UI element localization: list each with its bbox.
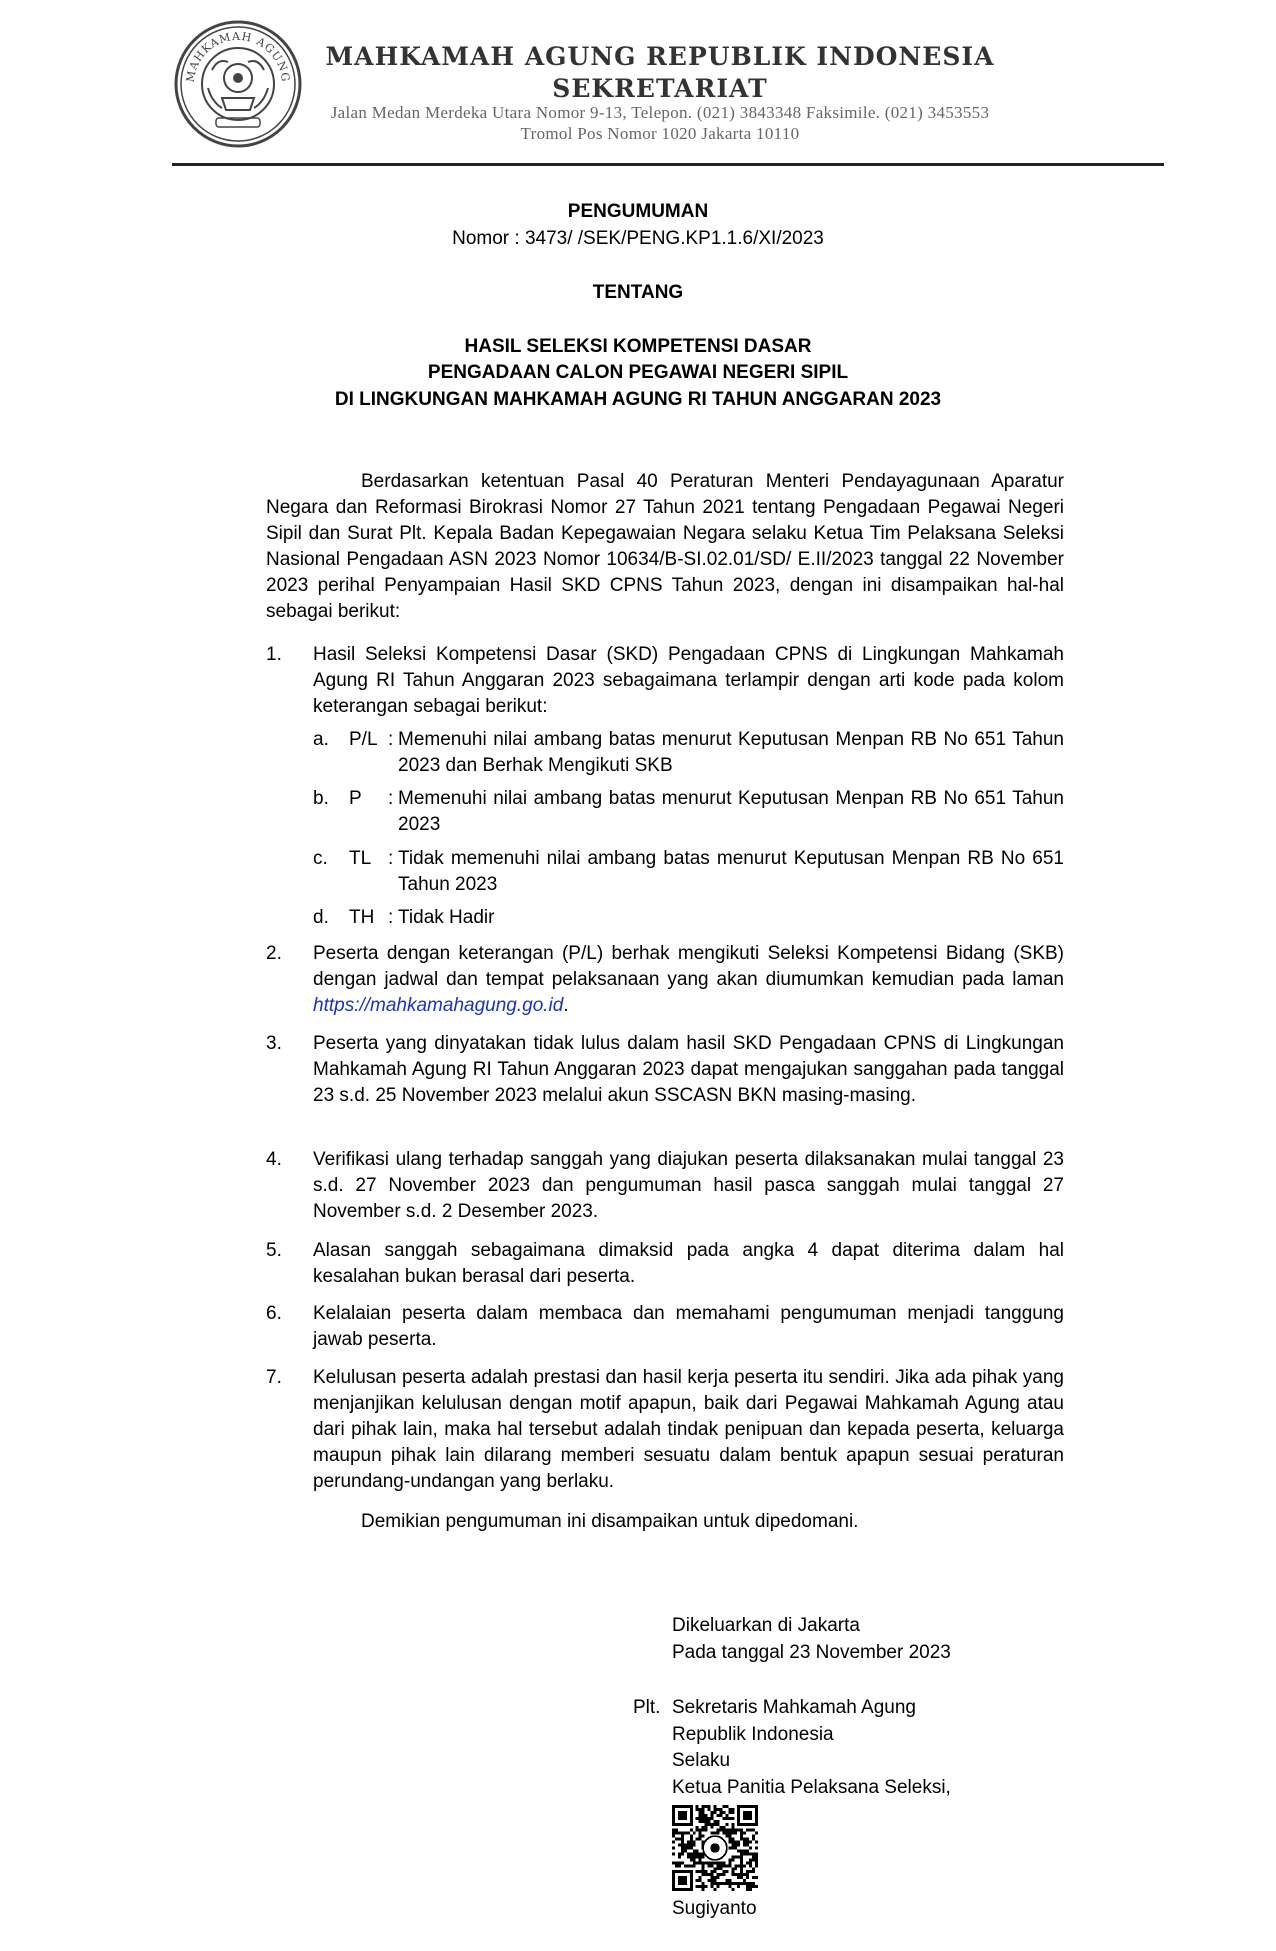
item-1-text: Hasil Seleksi Kompetensi Dasar (SKD) Pengadaan CPNS di Lingkungan Mahkamah Agung RI Tahun Anggaran 2023 sebagaimana terlampir dengan arti kode pada kolom keterangan sebagai berikut: xyxy=(313,644,1064,717)
letterhead-address-line2: Tromol Pos Nomor 1020 Jakarta 10110 xyxy=(520,124,800,143)
code-b-description: Memenuhi nilai ambang batas menurut Keputusan Menpan RB No 651 Tahun 2023 xyxy=(398,788,1064,835)
code-c-letter: c. xyxy=(313,848,328,869)
announcement-number: Nomor : 3473/ /SEK/PENG.KP1.1.6/XI/2023 xyxy=(452,228,824,249)
item-4-text: Verifikasi ulang terhadap sanggah yang diajukan peserta dilaksanakan mulai tanggal 23 s.d. 27 November 2023 dan pengumuman hasil pasca sanggah mulai tanggal 27 November s.d. 2 Desember 2023. xyxy=(313,1149,1064,1222)
item-7-text: Kelulusan peserta adalah prestasi dan hasil kerja peserta itu sendiri. Jika ada pihak yang menjanjikan kelulusan dengan motif apapun, baik dari Pegawai Mahkamah Agung atau dari pihak lain, maka hal tersebut adalah tindak penipuan dan kepada peserta, keluarga maupun pihak lain dilarang memberi sesuatu dalam bentuk apapun sesuai peraturan perundang-undangan yang berlaku. xyxy=(313,1367,1064,1492)
item-1-number: 1. xyxy=(266,644,282,665)
qr-code-signature xyxy=(672,1805,758,1891)
intro-paragraph: Berdasarkan ketentuan Pasal 40 Peraturan Menteri Pendayagunaan Aparatur Negara dan Reformasi Birokrasi Nomor 27 Tahun 2021 tentang Pengadaan Pegawai Negeri Sipil dan Surat Plt. Kepala Badan Kepegawaian Negara selaku Ketua Tim Pelaksana Seleksi Nasional Pengadaan ASN 2023 Nomor 10634/B-SI.02.01/SD/ E.II/2023 tanggal 22 November 2023 perihal Penyampaian Hasil SKD CPNS Tahun 2023, dengan ini disampaikan hal-hal sebagai berikut: xyxy=(266,471,1064,622)
item-2-text-before: Peserta dengan keterangan (P/L) berhak mengikuti Seleksi Kompetensi Bidang (SKB) dengan jadwal dan tempat pelaksanaan yang akan diumumkan kemudian pada laman xyxy=(313,943,1064,990)
announcement-subject-line2: PENGADAAN CALON PEGAWAI NEGERI SIPIL xyxy=(427,362,849,383)
item-2-text-after: . xyxy=(563,995,569,1016)
announcement-about: TENTANG xyxy=(592,282,684,303)
item-2-text xyxy=(313,941,1064,1019)
code-b-separator: : xyxy=(388,788,394,809)
item-6-text: Kelalaian peserta dalam membaca dan memahami pengumuman menjadi tanggung jawab peserta. xyxy=(313,1303,1064,1350)
code-a-code: P/L xyxy=(349,729,378,750)
code-d-code: TH xyxy=(349,907,375,928)
letterhead-divider xyxy=(172,163,1164,166)
item-6-number: 6. xyxy=(266,1303,282,1324)
item-2-number: 2. xyxy=(266,943,282,964)
code-a-letter: a. xyxy=(313,729,329,750)
code-c-separator: : xyxy=(388,848,394,869)
signatory-role-line4: Ketua Panitia Pelaksana Seleksi, xyxy=(672,1777,951,1798)
signatory-role-line2: Republik Indonesia xyxy=(672,1724,834,1745)
code-c-description: Tidak memenuhi nilai ambang batas menurut Keputusan Menpan RB No 651 Tahun 2023 xyxy=(398,848,1064,895)
announcement-subject-line1: HASIL SELEKSI KOMPETENSI DASAR xyxy=(464,336,812,357)
announcement-kind: PENGUMUMAN xyxy=(567,201,709,222)
code-d-separator: : xyxy=(388,907,394,928)
code-b-letter: b. xyxy=(313,788,329,809)
signatory-name: Sugiyanto xyxy=(672,1898,757,1919)
issued-place: Dikeluarkan di Jakarta xyxy=(672,1615,860,1636)
item-5-number: 5. xyxy=(266,1240,282,1261)
announcement-subject-line3: DI LINGKUNGAN MAHKAMAH AGUNG RI TAHUN ANGGARAN 2023 xyxy=(334,389,942,410)
code-c-code: TL xyxy=(349,848,372,869)
item-3-number: 3. xyxy=(266,1033,282,1054)
item-5-text: Alasan sanggah sebagaimana dimaksid pada angka 4 dapat diterima dalam hal kesalahan bukan berasal dari peserta. xyxy=(313,1240,1064,1287)
code-d-letter: d. xyxy=(313,907,329,928)
issued-date: Pada tanggal 23 November 2023 xyxy=(672,1642,951,1663)
signatory-role-line3: Selaku xyxy=(672,1750,731,1771)
letterhead-title: MAHKAMAH AGUNG REPUBLIK INDONESIA xyxy=(325,42,995,71)
closing-sentence: Demikian pengumuman ini disampaikan untuk dipedomani. xyxy=(361,1511,859,1532)
code-a-separator: : xyxy=(388,729,394,750)
item-3-text: Peserta yang dinyatakan tidak lulus dalam hasil SKD Pengadaan CPNS di Lingkungan Mahkamah Agung RI Tahun Anggaran 2023 dapat mengajukan sanggahan pada tanggal 23 s.d. 25 November 2023 melalui akun SSCASN BKN masing-masing. xyxy=(313,1033,1064,1106)
letterhead-address-line1: Jalan Medan Merdeka Utara Nomor 9-13, Telepon. (021) 3843348 Faksimile. (021) 3453553 xyxy=(330,103,990,122)
letterhead-subtitle: SEKRETARIAT xyxy=(552,74,768,103)
code-b-code: P xyxy=(349,788,362,809)
svg-text:MAHKAMAH AGUNG: MAHKAMAH AGUNG xyxy=(183,29,293,84)
website-link[interactable]: https://mahkamahagung.go.id xyxy=(313,995,564,1016)
item-4-number: 4. xyxy=(266,1149,282,1170)
signatory-role-line1: Sekretaris Mahkamah Agung xyxy=(672,1697,916,1718)
signatory-prefix: Plt. xyxy=(633,1697,661,1718)
code-a-description: Memenuhi nilai ambang batas menurut Keputusan Menpan RB No 651 Tahun 2023 dan Berhak Mengikuti SKB xyxy=(398,729,1064,776)
code-d-description: Tidak Hadir xyxy=(398,907,495,928)
item-7-number: 7. xyxy=(266,1367,282,1388)
